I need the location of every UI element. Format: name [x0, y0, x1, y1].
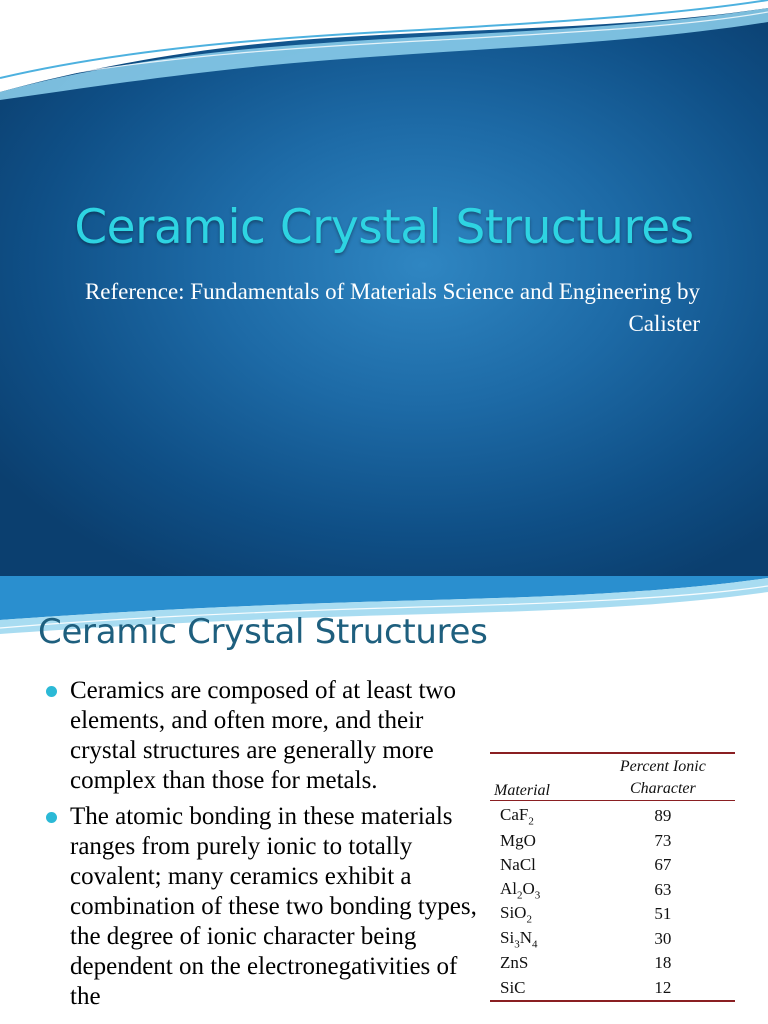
table-row [490, 951, 735, 976]
table-row [490, 804, 735, 829]
header-percent-ionic: Percent Ionic Character [619, 758, 706, 797]
material-cell: CaF$_2$ [500, 805, 534, 828]
table-row [490, 829, 735, 854]
material-cell: SiO$_2$ [500, 903, 532, 926]
value-cell: 63 [654, 879, 672, 899]
slide1-subtitle: Reference: Fundamentals of Materials Science and Engineering by Calister [84, 279, 700, 336]
value-cell: 12 [654, 977, 672, 997]
material-cell: SiC [500, 977, 526, 997]
slide2-title: Ceramic Crystal Structures [38, 612, 488, 652]
bullet-text: The atomic bonding in these materials ranges from purely ionic to totally covalent; many ceramics exhibit a combination of these two bonding types, the degree of ionic character being dependent on the electronegativities of the [70, 803, 477, 1010]
wave-decoration-top [0, 0, 768, 100]
bullet-text: Ceramics are composed of at least two elements, and often more, and their crystal structures are generally more complex than those for metals. [70, 677, 456, 794]
bullet-dot-icon [46, 812, 57, 823]
value-cell: 18 [654, 953, 672, 973]
ionic-character-table [490, 752, 735, 1004]
value-cell: 73 [654, 830, 672, 850]
value-cell: 51 [654, 904, 672, 924]
bullet-dot-icon [46, 686, 57, 697]
material-cell: NaCl [500, 855, 536, 875]
table-row [490, 902, 735, 927]
material-cell: $Al_2O_3$ [500, 878, 541, 901]
table-row [490, 853, 735, 878]
bullet-item [46, 676, 486, 796]
material-cell: ZnS [500, 953, 529, 973]
material-cell: $Si_3N_4$ [500, 927, 538, 950]
value-cell: 89 [654, 806, 672, 826]
content-slide [0, 576, 768, 1024]
material-cell: MgO [500, 830, 536, 850]
slide1-title: Ceramic Crystal Structures [74, 200, 694, 255]
header-material: Material [494, 782, 550, 799]
value-cell: 30 [654, 928, 672, 948]
table-row [490, 976, 735, 1002]
value-cell: 67 [654, 855, 672, 875]
table-row [490, 878, 735, 903]
bullet-item [46, 802, 486, 1012]
bullet-list [46, 676, 486, 1018]
table-row [490, 927, 735, 952]
